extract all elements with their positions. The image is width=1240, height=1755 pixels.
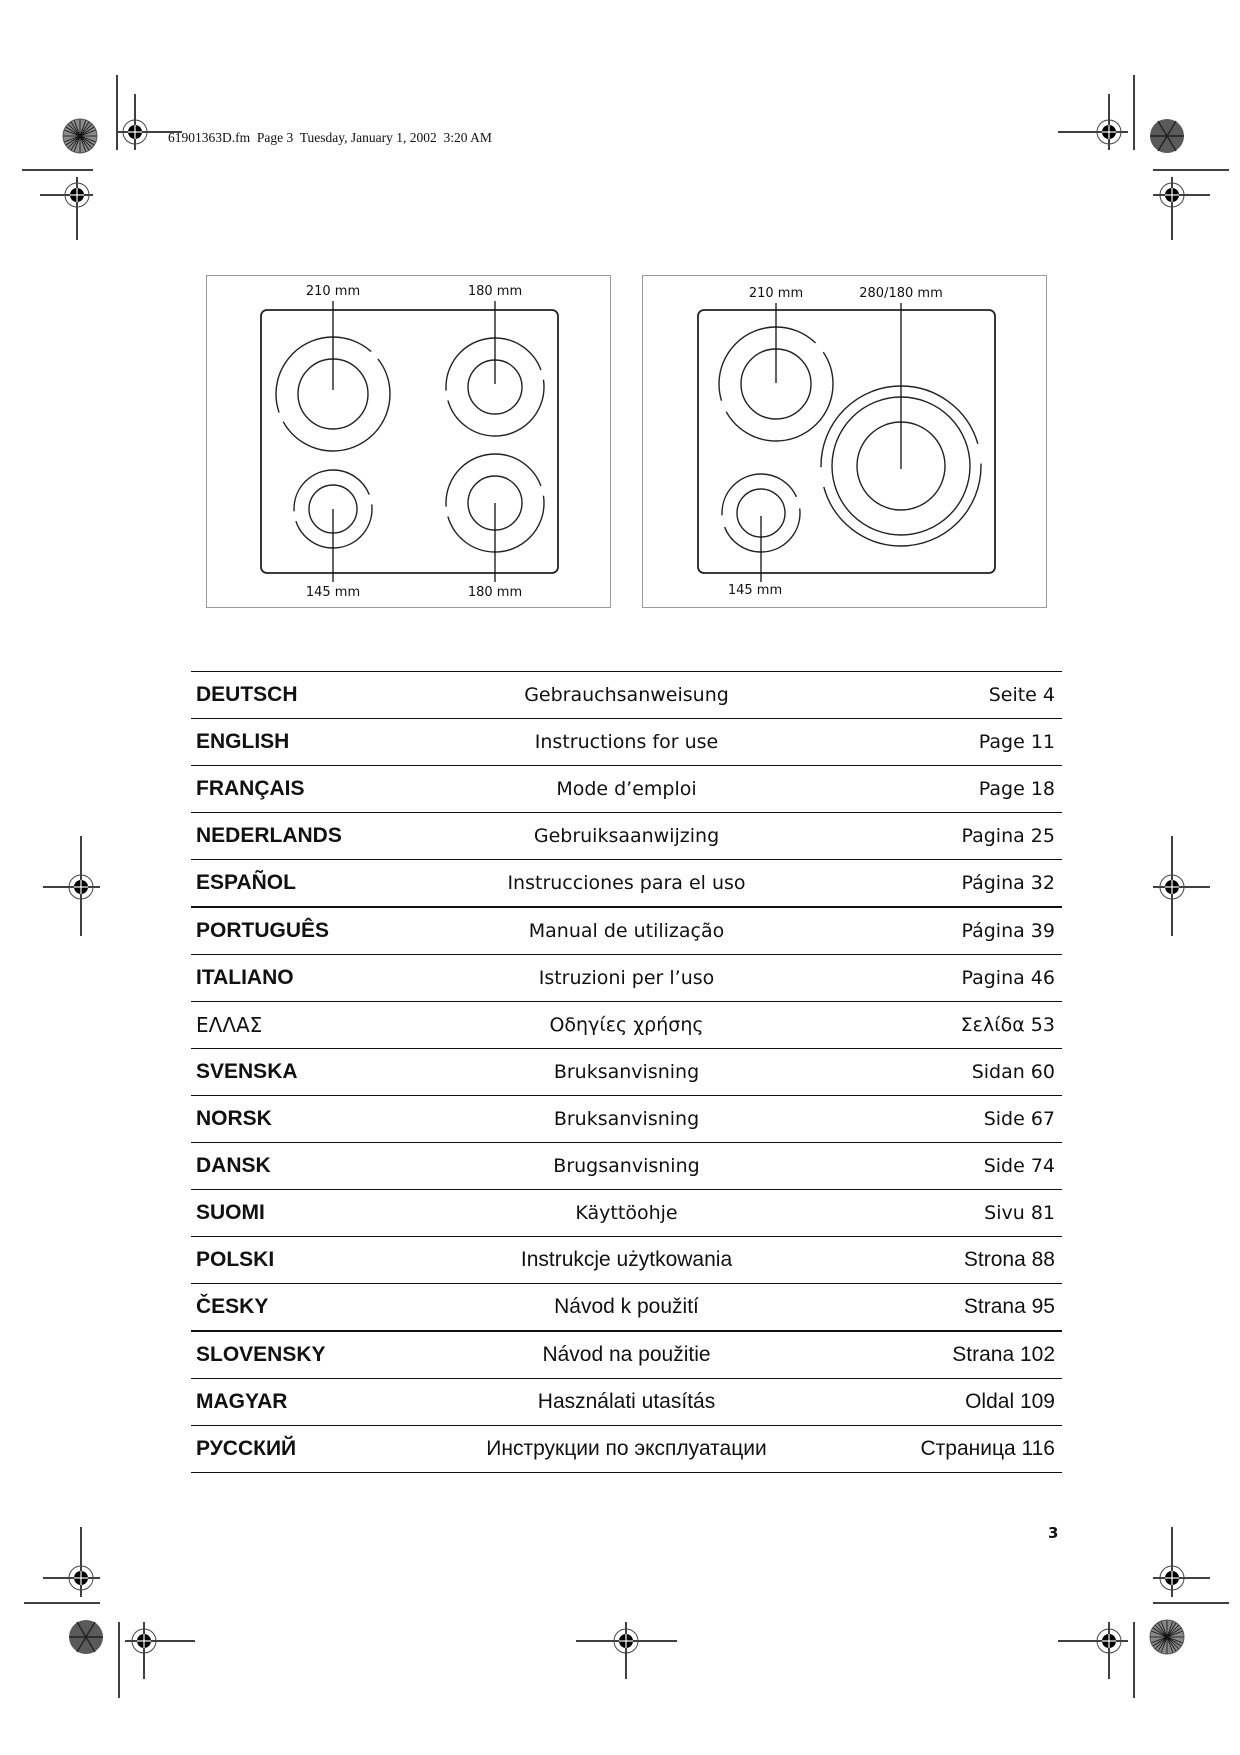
hob-diagram-3-zone	[642, 275, 1047, 608]
hob-3-zone-drawing	[643, 276, 1048, 609]
toc-title: Istruzioni per l’uso	[538, 967, 715, 989]
toc-language: FRANÇAIS	[196, 777, 305, 800]
toc-language: POLSKI	[196, 1248, 275, 1271]
dim-label-top-right: 280/180 mm	[859, 286, 943, 301]
toc-language: DEUTSCH	[196, 683, 298, 706]
toc-page: Página 32	[961, 872, 1055, 894]
toc-page: Page 11	[978, 731, 1055, 753]
toc-title: Instrucciones para el uso	[507, 872, 746, 894]
hob-4-zone-drawing	[207, 276, 612, 609]
toc-page: Página 39	[961, 920, 1055, 942]
language-index-table	[191, 671, 1062, 1473]
toc-row-english[interactable]	[191, 719, 1062, 766]
toc-row-slovensky[interactable]	[191, 1332, 1062, 1379]
toc-row-magyar[interactable]	[191, 1379, 1062, 1426]
toc-page: Oldal 109	[965, 1390, 1055, 1413]
toc-row-portugues[interactable]	[191, 908, 1062, 955]
toc-title: Käyttöohje	[575, 1202, 678, 1224]
toc-row-polski[interactable]	[191, 1237, 1062, 1284]
dim-label-top-right: 180 mm	[467, 284, 523, 299]
toc-page: Seite 4	[988, 684, 1055, 706]
toc-page: Side 74	[983, 1155, 1055, 1177]
toc-row-dansk[interactable]	[191, 1143, 1062, 1190]
toc-row-deutsch[interactable]	[191, 672, 1062, 719]
starburst-icon	[63, 119, 97, 153]
page-number: 3	[1048, 1524, 1059, 1542]
toc-row-espanol[interactable]	[191, 860, 1062, 908]
dim-label-bottom-left: 145 mm	[727, 583, 783, 598]
toc-language: SLOVENSKY	[196, 1343, 326, 1366]
toc-language: NEDERLANDS	[196, 824, 342, 847]
toc-page: Sidan 60	[971, 1061, 1055, 1083]
toc-language: ENGLISH	[196, 730, 290, 753]
dim-label-top-left: 210 mm	[748, 286, 804, 301]
toc-language: ITALIANO	[196, 966, 294, 989]
toc-page: Strana 95	[963, 1295, 1055, 1318]
toc-row-norsk[interactable]	[191, 1096, 1062, 1143]
toc-row-francais[interactable]	[191, 766, 1062, 813]
toc-page: Sivu 81	[984, 1202, 1055, 1224]
toc-page: Страница 116	[920, 1437, 1055, 1460]
toc-title: Návod k použití	[554, 1295, 699, 1318]
dim-label-top-left: 210 mm	[305, 284, 361, 299]
toc-language: MAGYAR	[196, 1390, 288, 1413]
toc-row-greek[interactable]	[191, 1002, 1062, 1049]
toc-title: Gebrauchsanweisung	[524, 684, 729, 706]
toc-language: SVENSKA	[196, 1060, 298, 1083]
toc-title: Bruksanvisning	[553, 1061, 700, 1083]
toc-title: Οδηγίες χρήσης	[549, 1014, 704, 1036]
toc-title: Bruksanvisning	[553, 1108, 700, 1130]
toc-title: Инструкции по эксплуатации	[486, 1437, 767, 1460]
toc-page: Side 67	[983, 1108, 1055, 1130]
toc-language: ESPAÑOL	[196, 871, 296, 894]
toc-title: Instrukcje użytkowania	[520, 1248, 733, 1271]
print-slug: 61901363D.fm Page 3 Tuesday, January 1, 2002 3:20 AM	[168, 130, 492, 145]
toc-row-italiano[interactable]	[191, 955, 1062, 1002]
toc-row-suomi[interactable]	[191, 1190, 1062, 1237]
dim-label-bottom-left: 145 mm	[305, 585, 361, 600]
toc-title: Használati utasítás	[537, 1390, 716, 1413]
starburst-icon	[1150, 119, 1184, 153]
toc-language: SUOMI	[196, 1201, 265, 1224]
dim-label-bottom-right: 180 mm	[467, 585, 523, 600]
toc-title: Brugsanvisning	[553, 1155, 700, 1177]
toc-title: Návod na použitie	[542, 1343, 711, 1366]
starburst-icon	[1150, 1620, 1184, 1654]
toc-page: Pagina 46	[961, 967, 1055, 989]
toc-language: РУССКИЙ	[196, 1437, 297, 1460]
toc-page: Strona 88	[963, 1248, 1055, 1271]
toc-language: ΕΛΛΑΣ	[196, 1013, 263, 1037]
toc-page: Strana 102	[952, 1343, 1055, 1366]
toc-row-nederlands[interactable]	[191, 813, 1062, 860]
toc-language: ČESKY	[196, 1295, 269, 1318]
toc-language: NORSK	[196, 1107, 272, 1130]
toc-row-russkiy[interactable]	[191, 1426, 1062, 1473]
starburst-icon	[69, 1620, 103, 1654]
toc-row-cesky[interactable]	[191, 1284, 1062, 1332]
toc-title: Mode d’emploi	[556, 778, 697, 800]
toc-page: Pagina 25	[961, 825, 1055, 847]
toc-row-svenska[interactable]	[191, 1049, 1062, 1096]
toc-language: DANSK	[196, 1154, 271, 1177]
toc-title: Instructions for use	[534, 731, 719, 753]
toc-language: PORTUGUÊS	[196, 919, 330, 942]
toc-page: Σελίδα 53	[960, 1014, 1055, 1036]
toc-page: Page 18	[978, 778, 1055, 800]
toc-title: Manual de utilização	[528, 920, 725, 942]
toc-title: Gebruiksaanwijzing	[533, 825, 720, 847]
hob-diagram-4-zone	[206, 275, 611, 608]
